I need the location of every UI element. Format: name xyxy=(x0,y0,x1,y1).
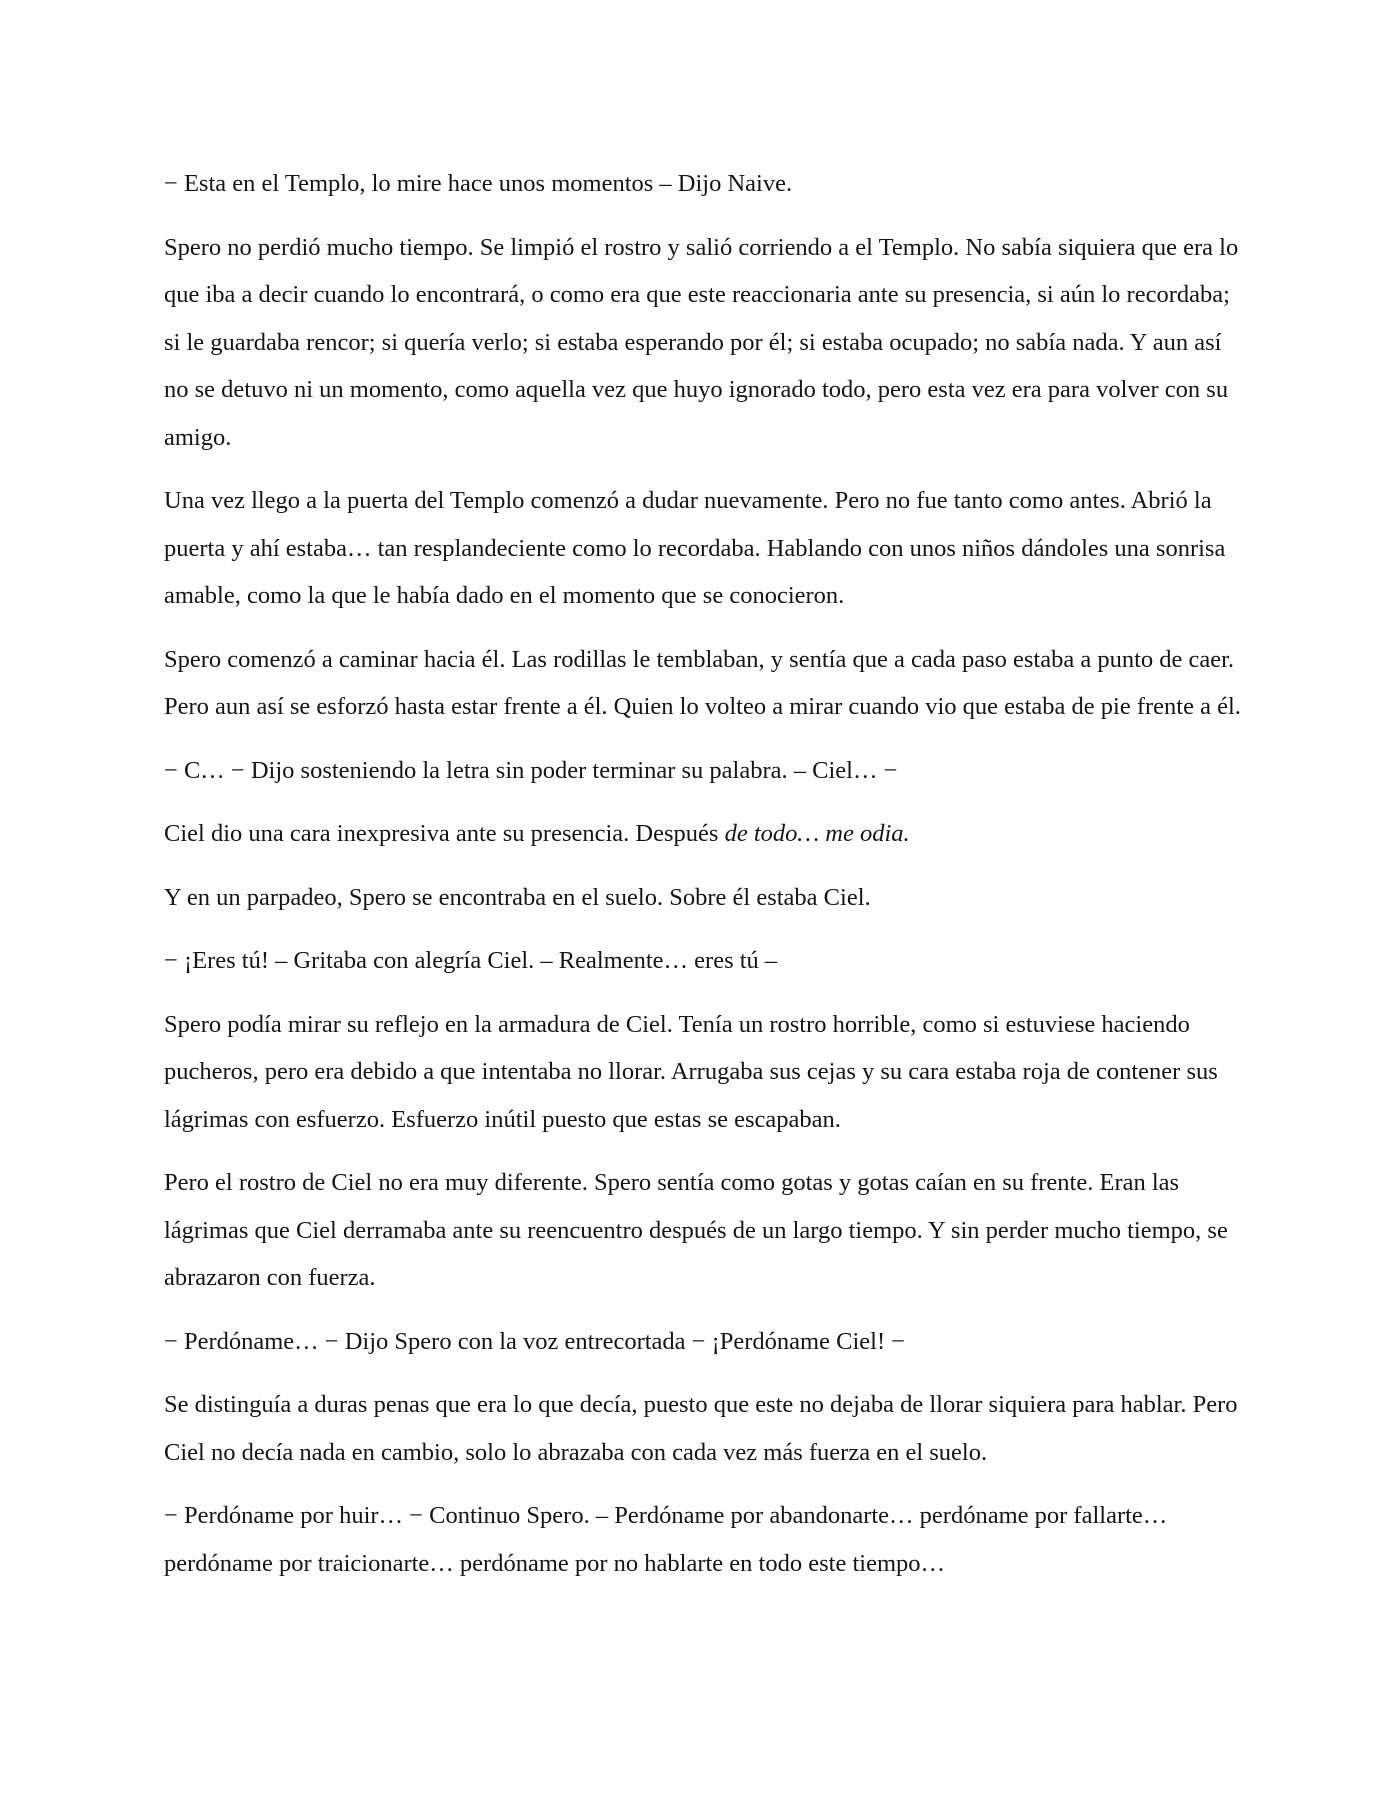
paragraph-12: Se distinguía a duras penas que era lo que decía, puesto que este no dejaba de llorar siquiera para hablar. Pero Ciel no decía nada en cambio, solo lo abrazaba con cada vez más fuerza en el suelo. xyxy=(164,1391,1238,1466)
paragraph-1: − Esta en el Templo, lo mire hace unos momentos – Dijo Naive. xyxy=(164,170,793,197)
paragraph-6 xyxy=(164,810,1244,858)
paragraph-13: − Perdóname por huir… − Continuo Spero. – Perdóname por abandonarte… perdóname por fallarte… perdóname por traicionarte… perdóname por no hablarte en todo este tiempo… xyxy=(164,1502,1168,1577)
paragraph-9: Spero podía mirar su reflejo en la armadura de Ciel. Tenía un rostro horrible, como si estuviese haciendo pucheros, pero era debido a que intentaba no llorar. Arrugaba sus cejas y su cara estaba roja de contener sus lágrimas con esfuerzo. Esfuerzo inútil puesto que estas se escapaban. xyxy=(164,1010,1218,1133)
paragraph-6-text: Ciel dio una cara inexpresiva ante su presencia. Después xyxy=(164,820,725,847)
paragraph-11: − Perdóname… − Dijo Spero con la voz entrecortada − ¡Perdóname Ciel! − xyxy=(164,1327,906,1355)
paragraph-8: − ¡Eres tú! – Gritaba con alegría Ciel. – Realmente… eres tú – xyxy=(164,947,778,974)
paragraph-5: − C… − Dijo sosteniendo la letra sin poder terminar su palabra. – Ciel… − xyxy=(164,756,898,784)
paragraph-10: Pero el rostro de Ciel no era muy diferente. Spero sentía como gotas y gotas caían en su frente. Eran las lágrimas que Ciel derramaba ante su reencuentro después de un largo tiempo. Y sin perder mucho tiempo, se abrazaron con fuerza. xyxy=(164,1169,1228,1291)
paragraph-6-italic-text: de todo… me odia. xyxy=(724,820,910,847)
paragraph-4: Spero comenzó a caminar hacia él. Las rodillas le temblaban, y sentía que a cada paso estaba a punto de caer. Pero aun así se esforzó hasta estar frente a él. Quien lo volteo a mirar cuando vio que estaba de pie frente a él. xyxy=(164,645,1241,720)
paragraph-7: Y en un parpadeo, Spero se encontraba en el suelo. Sobre él estaba Ciel. xyxy=(164,883,871,911)
paragraph-3: Una vez llego a la puerta del Templo comenzó a dudar nuevamente. Pero no fue tanto como antes. Abrió la puerta y ahí estaba… tan resplandeciente como lo recordaba. Hablando con unos niños dándoles una sonrisa amable, como la que le había dado en el momento que se conocieron. xyxy=(164,487,1226,609)
body-text xyxy=(164,160,1244,1587)
paragraph-2: Spero no perdió mucho tiempo. Se limpió el rostro y salió corriendo a el Templo. No sabía siquiera que era lo que iba a decir cuando lo encontrará, o como era que este reaccionaria ante su presencia, si aún lo recordaba; si le guardaba rencor; si quería verlo; si estaba esperando por él; si estaba ocupado; no sabía nada. Y aun así no se detuvo ni un momento, como aquella vez que huyo ignorado todo, pero esta vez era para volver con su amigo. xyxy=(164,233,1239,451)
